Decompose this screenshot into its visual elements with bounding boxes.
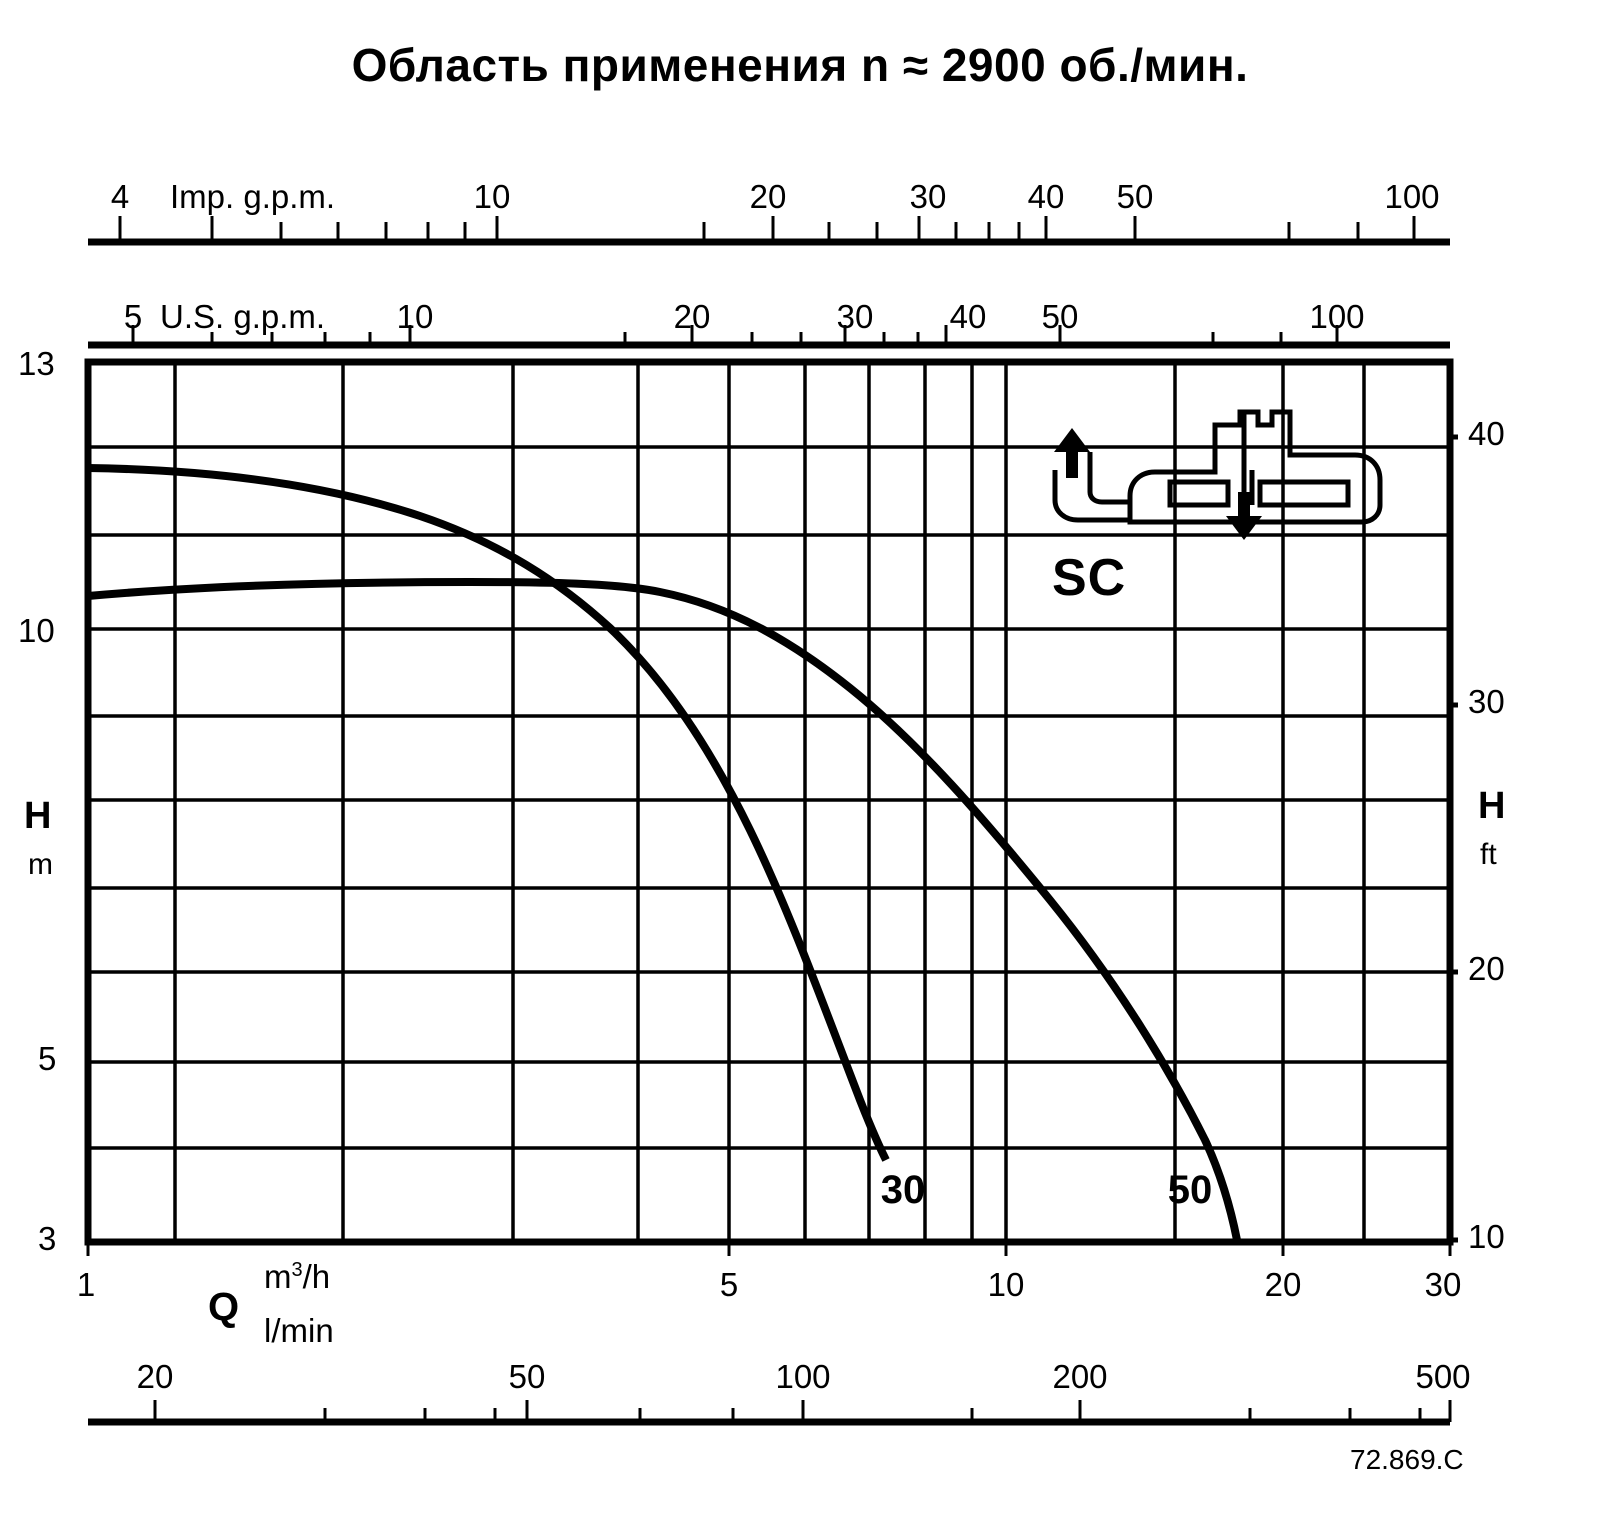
us-gpm-tick-20: 20: [673, 298, 711, 335]
us-gpm-tick-100: 100: [1309, 298, 1365, 335]
imp-gpm-tick-30: 30: [909, 178, 947, 215]
lmin-tick-20: 20: [136, 1358, 174, 1395]
imp-gpm-ruler: [88, 216, 1450, 242]
lmin-tick-100: 100: [775, 1358, 831, 1395]
horizontal-gridlines: [88, 447, 1450, 1148]
pump-type-label: SC: [1052, 549, 1127, 607]
imp-gpm-tick-10: 10: [473, 178, 511, 215]
arrow-inlet-icon: [1226, 492, 1262, 540]
curve-label-50: 50: [1167, 1168, 1213, 1212]
q-unit-primary-tail: /h: [302, 1258, 331, 1295]
q-tick-20: 20: [1264, 1266, 1302, 1303]
footer-code: 72.869.C: [1350, 1444, 1464, 1475]
q-tick-5: 5: [719, 1266, 739, 1303]
us-gpm-tick-50: 50: [1041, 298, 1079, 335]
h-left-unit: m: [28, 848, 53, 881]
imp-gpm-tick-50: 50: [1116, 178, 1154, 215]
h-right-tick-10: 10: [1468, 1218, 1505, 1255]
us-gpm-tick-30: 30: [836, 298, 874, 335]
q-tick-1: 1: [76, 1266, 96, 1303]
imp-gpm-tick-20: 20: [749, 178, 787, 215]
h-left-symbol: H: [24, 795, 52, 837]
q-tick-10: 10: [987, 1266, 1025, 1303]
h-right-tick-30: 30: [1468, 683, 1505, 720]
us-gpm-tick-40: 40: [949, 298, 987, 335]
us-gpm-ruler: [88, 325, 1450, 345]
h-left-tick-10: 10: [18, 612, 55, 649]
imp-gpm-axis-label: Imp. g.p.m.: [170, 178, 336, 215]
h-left-tick-13: 13: [18, 345, 55, 382]
page-title: Область применения n ≈ 2900 об./мин.: [351, 39, 1249, 91]
q-unit-primary-base: m: [264, 1258, 292, 1295]
q-symbol: Q: [208, 1285, 240, 1329]
lmin-tick-200: 200: [1052, 1358, 1108, 1395]
h-right-tick-40: 40: [1468, 415, 1505, 452]
curve-30: [88, 468, 886, 1160]
imp-gpm-tick-4: 4: [110, 178, 130, 215]
lmin-ruler: [88, 1400, 1450, 1422]
arrow-up-icon: [1054, 428, 1090, 478]
lmin-tick-500: 500: [1415, 1358, 1471, 1395]
h-right-tick-20: 20: [1468, 950, 1505, 987]
curve-label-30: 30: [880, 1168, 926, 1212]
h-left-tick-5: 5: [38, 1040, 57, 1077]
us-gpm-tick-5: 5: [123, 298, 143, 335]
q-tick-30: 30: [1424, 1266, 1462, 1303]
imp-gpm-tick-40: 40: [1027, 178, 1065, 215]
h-right-symbol: H: [1478, 785, 1506, 827]
lmin-tick-50: 50: [508, 1358, 546, 1395]
h-right-unit: ft: [1480, 838, 1497, 871]
q-unit-secondary: l/min: [264, 1312, 334, 1349]
pump-icon: [1054, 412, 1380, 540]
us-gpm-axis-label: U.S. g.p.m.: [160, 298, 326, 335]
h-left-tick-3: 3: [38, 1220, 57, 1257]
imp-gpm-tick-100: 100: [1384, 178, 1440, 215]
us-gpm-tick-10: 10: [396, 298, 434, 335]
q-unit-primary-sup: 3: [291, 1259, 303, 1281]
